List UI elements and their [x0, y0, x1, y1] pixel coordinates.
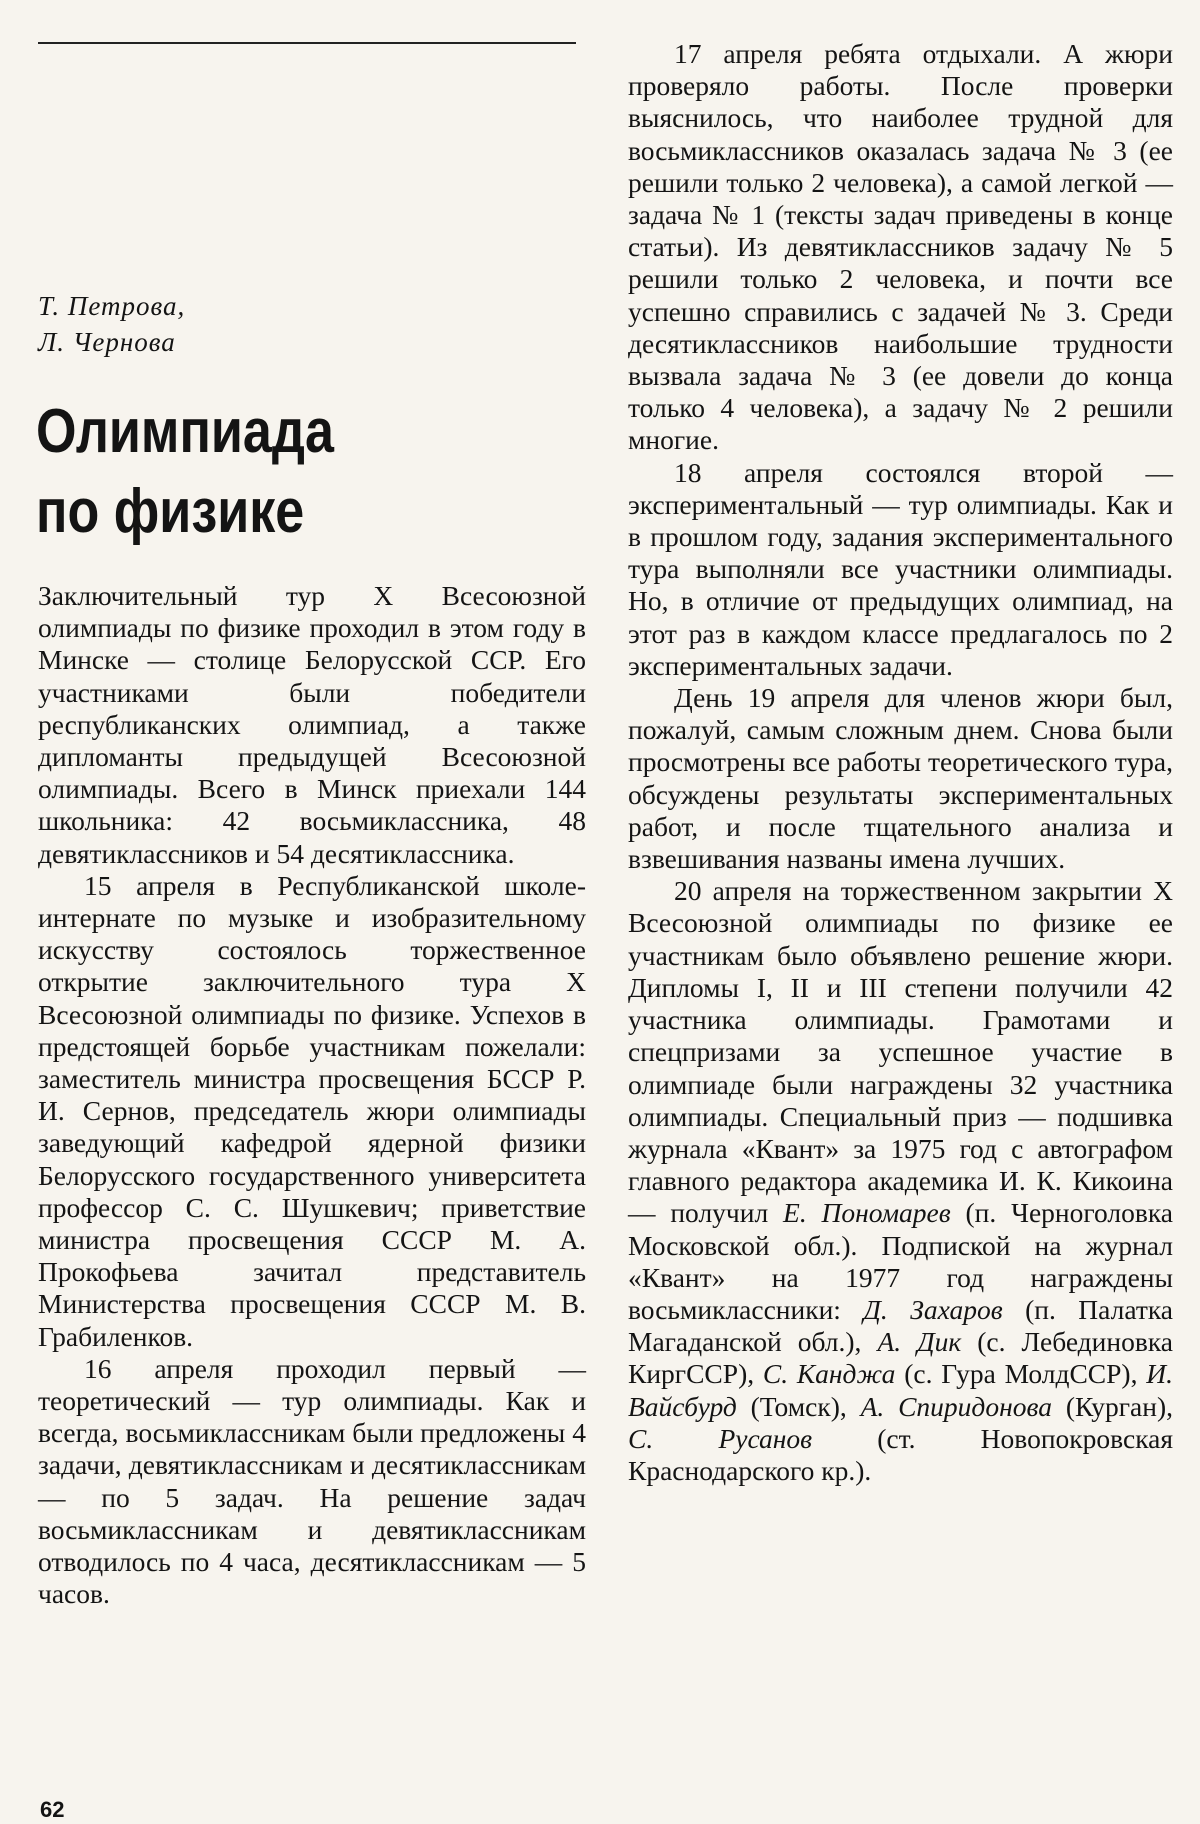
text-run: (Томск),: [736, 1390, 861, 1422]
text-run: (с. Гура МолдССР),: [895, 1358, 1147, 1390]
paragraph: 18 апреля состоялся второй — экспериментальный — тур олимпиады. Как и в прошлом году, задания экспериментального тура выполняли все участники олимпиады. Но, в отличие от предыдущих олимпиад, на этот раз в каждом классе предлагалось по 2 экспериментальных задачи.: [628, 456, 1173, 681]
winner-name: С. Русанов: [628, 1422, 813, 1454]
paragraph: 16 апреля проходил первый — теоретический — тур олимпиады. Как и всегда, восьмиклассникам были предложены 4 задачи, девятиклассникам и десятиклассникам — по 5 задач. На решение задач восьмиклассникам и девятиклассникам отводилось по 4 часа, десятиклассникам — 5 часов.: [38, 1352, 586, 1610]
text-run: 20 апреля на торжественном закрытии X Всесоюзной олимпиады по физике ее участникам было объявлено решение жюри. Дипломы I, II и III степени получили 42 участника олимпиады. Грамотами и спецпризами за успешное участие в олимпиаде были награждены 32 участника олимпиады. Специальный приз — подшивка журнала «Квант» за 1975 год с автографом главного редактора академика И. К. Кикоина — получил: [628, 875, 1173, 1229]
right-column: [628, 38, 1173, 1487]
winner-name: Д. Захаров: [863, 1293, 1003, 1325]
text-run: (ст. Новопокровская Краснодарского кр.).: [628, 1422, 1173, 1486]
authors: [38, 288, 438, 360]
author-2: Л. Чернова: [38, 327, 176, 357]
title-line-1: Олимпиада: [36, 397, 334, 466]
paragraph: Заключительный тур X Всесоюзной олимпиады по физике проходил в этом году в Минске — столице Белорусской ССР. Его участниками были победители республиканских олимпиад, а также дипломанты предыдущей Всесоюзной олимпиады. Всего в Минск приехали 144 школьника: 42 восьмиклассника, 48 девятиклассников и 54 десятиклассника.: [38, 580, 586, 869]
top-rule: [38, 42, 576, 44]
winner-name: С. Канджа: [762, 1358, 896, 1390]
paragraph-awards: [628, 875, 1173, 1487]
left-column: [38, 580, 586, 1611]
title-line-2: по физике: [36, 477, 305, 546]
page-number: 62: [40, 1797, 65, 1822]
article-title: [36, 392, 473, 552]
text-run: (с. Лебединовка КиргССР),: [628, 1326, 1173, 1390]
text-run: (п. Черноголовка Московской обл.). Подпиской на журнал «Квант» на 1977 год награждены восьмиклассники:: [628, 1197, 1173, 1325]
text-run: (п. Палатка Магаданской обл.),: [628, 1293, 1173, 1358]
text-run: (Курган),: [1051, 1390, 1173, 1422]
paragraph: День 19 апреля для членов жюри был, пожалуй, самым сложным днем. Снова были просмотрены все работы теоретического тура, обсуждены результаты экспериментальных работ, и после тщательного анализа и взвешивания названы имена лучших.: [628, 682, 1173, 875]
winner-name: А. Дик: [877, 1326, 962, 1358]
paragraph: 15 апреля в Республиканской школе-интернате по музыке и изобразительному искусству состоялось торжественное открытие заключительного тура X Всесоюзной олимпиады по физике. Успехов в предстоящей борьбе участникам пожелали: заместитель министра просвещения БССР Р. И. Сернов, председатель жюри олимпиады заведующий кафедрой ядерной физики Белорусского государственного университета профессор С. С. Шушкевич; приветствие министра просвещения СССР М. А. Прокофьева зачитал представитель Министерства просвещения СССР М. В. Грабиленков.: [38, 869, 586, 1352]
winner-name: И. Вайсбурд: [628, 1358, 1173, 1422]
author-1: Т. Петрова,: [38, 291, 186, 321]
winner-name: Е. Пономарев: [783, 1197, 951, 1229]
paragraph: 17 апреля ребята отдыхали. А жюри проверяло работы. После проверки выяснилось, что наиболее трудной для восьмиклассников оказалась задача № 3 (ее решили только 2 человека), а самой легкой — задача № 1 (тексты задач приведены в конце статьи). Из девятиклассников задачу № 5 решили только 2 человека, и почти все успешно справились с задачей № 3. Среди десятиклассников наибольшие трудности вызвала задача № 3 (ее довели до конца только 4 человека), а задачу № 2 решили многие.: [628, 38, 1173, 456]
winner-name: А. Спиридонова: [860, 1390, 1052, 1422]
